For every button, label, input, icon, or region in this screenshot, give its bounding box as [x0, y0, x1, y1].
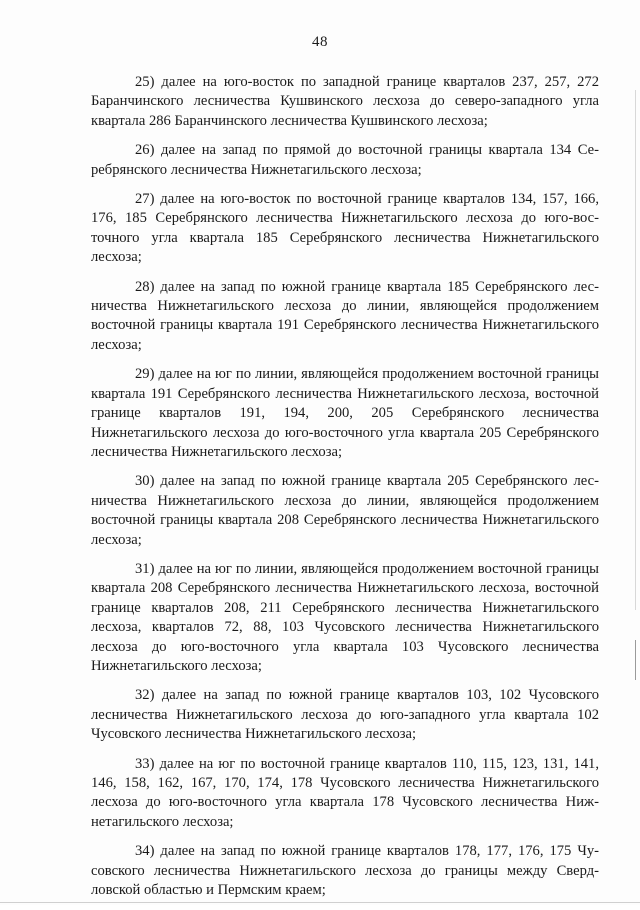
- scan-edge-line: [635, 90, 636, 610]
- scan-edge-line-dark: [635, 640, 636, 680]
- paragraph-26: 26) далее на запад по прямой до восточной границы квартала 134 Серебрянского лесничества Нижнетагильского лесхоза;: [91, 142, 599, 178]
- document-body: [91, 73, 599, 910]
- paragraph-28: 28) далее на запад по южной границе квартала 185 Серебрянского лесничества Нижнетагильского лесхоза до линии, являющейся продолжением восточной границы квартала 191 Серебрянского лесничества Нижнетагильского лесхоза;: [91, 278, 599, 353]
- scan-bottom-edge: [0, 902, 640, 903]
- paragraph-29: 29) далее на юг по линии, являющейся продолжением восточной границы квартала 191 Серебрянского лесничества Нижнетагильского лесхоза, восточной границе кварталов 191, 194, 200, 205 Серебрянского лесничества Нижнетагильского лесхоза до юго-восточного угла квартала 205 Серебрянского лесничества Нижнетагильского лесхоза;: [91, 366, 599, 460]
- paragraph-25: 25) далее на юго-восток по западной границе кварталов 237, 257, 272 Баранчинского лесничества Кушвинского лесхоза до северо-западного угла квартала 286 Баранчинского лесничества Кушвинского лесхоза;: [91, 74, 599, 129]
- page-number: 48: [312, 34, 328, 50]
- paragraph-30: 30) далее на запад по южной границе квартала 205 Серебрянского лесничества Нижнетагильского лесхоза до линии, являющейся продолжением восточной границы квартала 208 Серебрянского лесничества Нижнетагильского лесхоза;: [91, 473, 599, 548]
- paragraph-31: 31) далее на юг по линии, являющейся продолжением восточной границы квартала 208 Серебрянского лесничества Нижнетагильского лесхоза, восточной границе кварталов 208, 211 Серебрянского лесничества Нижнетагильского лесхоза, кварталов 72, 88, 103 Чусовского лесничества Нижнетагильского лесхоза до юго-восточного угла квартала 103 Чусовского лесничества Нижнетагильского лесхоза;: [91, 560, 599, 674]
- paragraph-32: 32) далее на запад по южной границе кварталов 103, 102 Чусовского лесничества Нижнетагильского лесхоза до юго-западного угла квартала 102 Чусовского лесничества Нижнетагильского лесхоза;: [91, 687, 599, 743]
- paragraph-33: 33) далее на юг по восточной границе кварталов 110, 115, 123, 131, 141, 146, 158, 162, 167, 170, 174, 178 Чусовского лесничества Нижнетагильского лесхоза до юго-восточного угла квартала 178 Чусовского лесничества Нижнетагильского лесхоза;: [91, 755, 599, 830]
- paragraph-34: 34) далее на запад по южной границе кварталов 178, 177, 176, 175 Чусовского лесничества Нижнетагильского лесхоза до границы между Свердловской областью и Пермским краем;: [91, 843, 599, 899]
- paragraph-27: 27) далее на юго-восток по восточной границе кварталов 134, 157, 166, 176, 185 Серебрянского лесничества Нижнетагильского лесхоза до юго-восточного угла квартала 185 Серебрянского лесничества Нижнетагильского лесхоза;: [91, 191, 599, 266]
